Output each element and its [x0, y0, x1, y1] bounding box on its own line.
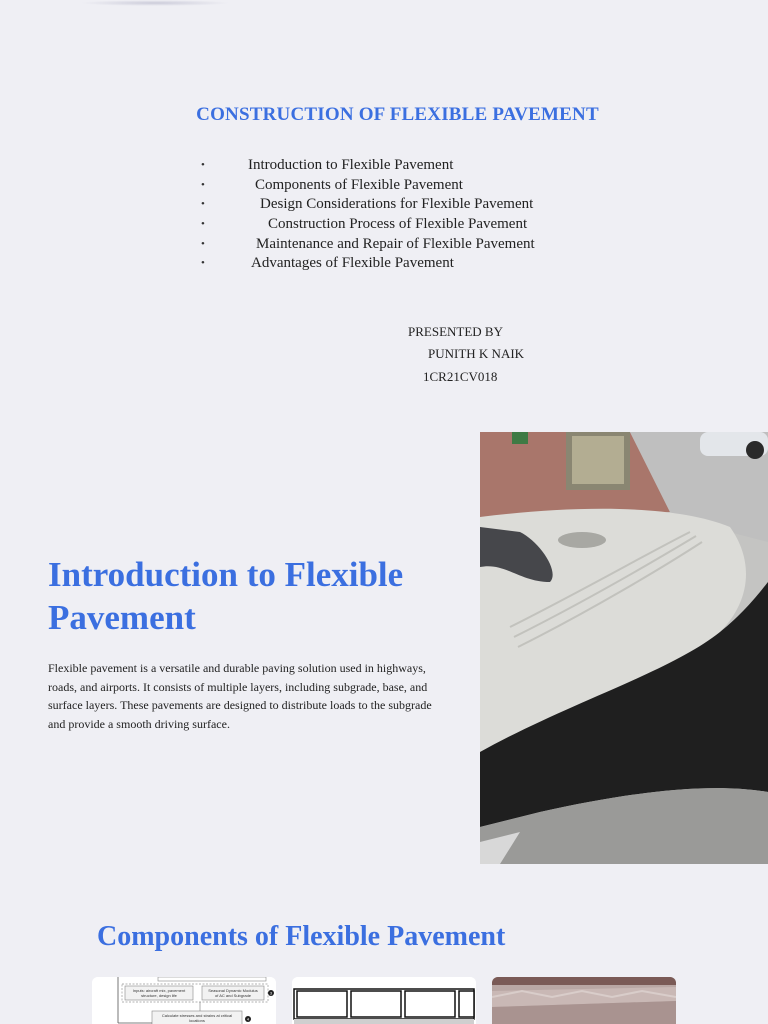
bullet-icon: • — [201, 218, 205, 231]
agenda-item — [0, 195, 768, 215]
agenda-item — [0, 215, 768, 235]
components-heading: Components of Flexible Pavement — [97, 921, 506, 952]
presenter-name: PUNITH K NAIK — [428, 346, 525, 361]
paved-road-thumbnail — [492, 977, 676, 1024]
bullet-icon: • — [201, 257, 205, 270]
agenda-list — [0, 156, 768, 274]
bullet-icon: • — [201, 237, 205, 250]
intro-heading: Introduction to Flexible Pavement — [48, 555, 404, 637]
presenter-id: 1CR21CV018 — [423, 369, 498, 384]
agenda-item-label: Introduction to Flexible Pavement — [248, 157, 454, 173]
agenda-item — [0, 235, 768, 255]
svg-text:structure, design life: structure, design life — [141, 993, 177, 998]
agenda-item-label: Design Considerations for Flexible Pavement — [260, 196, 534, 213]
pavement-photo — [480, 432, 768, 864]
agenda-item — [0, 176, 768, 196]
agenda-item-label: Advantages of Flexible Pavement — [251, 255, 454, 272]
agenda-item — [0, 156, 768, 176]
bullet-icon: • — [201, 159, 205, 171]
presented-by-label: PRESENTED BY — [408, 324, 503, 339]
agenda-item — [0, 254, 768, 274]
svg-text:of AC and Subgrade: of AC and Subgrade — [214, 993, 252, 998]
svg-text:Calculate stresses and strains: Calculate stresses and strains at critical — [161, 1013, 233, 1018]
agenda-item-label: Construction Process of Flexible Pavement — [268, 216, 528, 233]
agenda-item-label: Maintenance and Repair of Flexible Pavement — [256, 235, 535, 252]
top-shadow — [80, 0, 230, 6]
svg-text:Seasonal Dynamic Modulus: Seasonal Dynamic Modulus — [208, 988, 258, 993]
flowchart-thumbnail — [92, 977, 276, 1024]
presentation-title: CONSTRUCTION OF FLEXIBLE PAVEMENT — [196, 104, 599, 125]
svg-text:Inputs: aircraft mix, pavement: Inputs: aircraft mix, pavement — [132, 988, 186, 993]
bullet-icon: • — [201, 178, 205, 191]
svg-text:4: 4 — [246, 1016, 250, 1022]
pavement-layers-thumbnail — [292, 977, 476, 1024]
svg-text:3: 3 — [269, 990, 273, 996]
bullet-icon: • — [201, 198, 205, 211]
agenda-item-label: Components of Flexible Pavement — [255, 176, 463, 193]
svg-text:locations: locations — [189, 1018, 205, 1023]
intro-body: Flexible pavement is a versatile and durable paving solution used in highways, roads, and airports. It consists of multiple layers, including subgrade, base, and surface layers. These pavements are designed to distribute loads to the subgrade and provide a smooth driving surface. — [48, 661, 432, 731]
